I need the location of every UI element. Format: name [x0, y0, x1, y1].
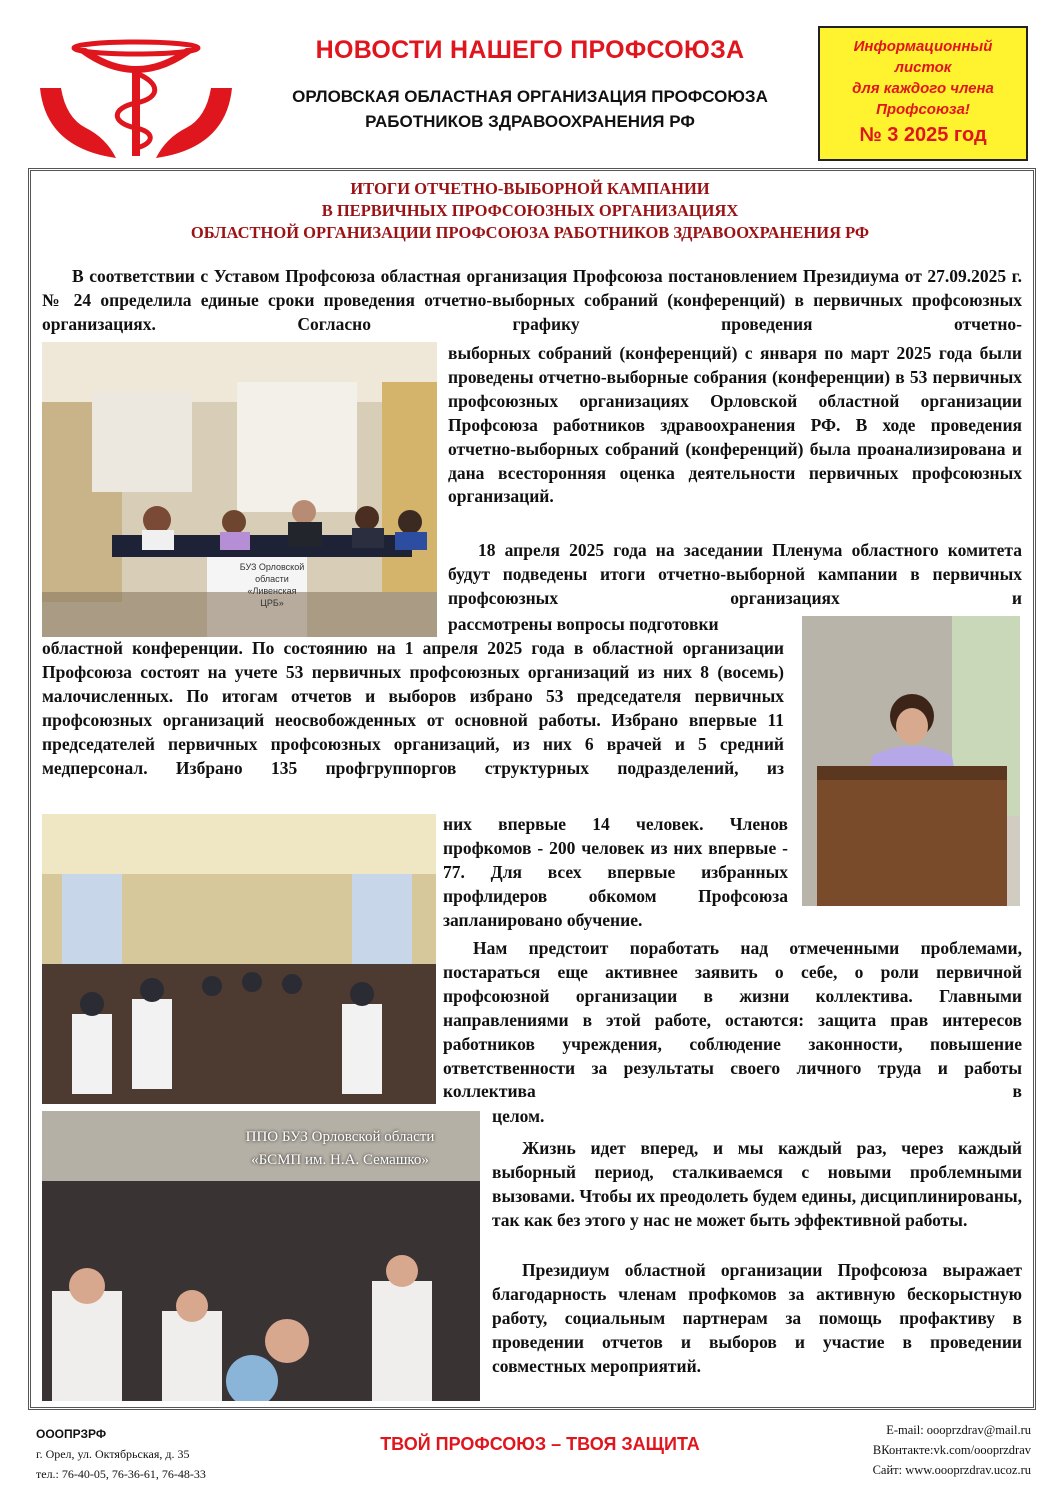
photo-presidium: [42, 342, 437, 637]
banner-text: области: [255, 574, 289, 584]
footer-email[interactable]: E-mail: oooprzdrav@mail.ru: [886, 1423, 1031, 1437]
photo-caption: [210, 1126, 470, 1172]
article-title: [30, 178, 1030, 244]
infobox-line: листок: [894, 59, 952, 76]
infobox-line: Информационный: [853, 38, 993, 55]
infobox-line: для каждого члена: [852, 80, 994, 97]
union-logo: [36, 28, 236, 168]
footer-org: ОООПРЗРФ: [36, 1427, 107, 1441]
org-line-1: ОРЛОВСКАЯ ОБЛАСТНАЯ ОРГАНИЗАЦИЯ ПРОФСОЮЗА: [292, 87, 768, 106]
caption-line: «БСМП им. Н.А. Семашко»: [251, 1152, 429, 1168]
banner-text: БУЗ Орловской: [239, 562, 305, 572]
banner-text: «Ливенская: [247, 586, 297, 596]
title-line: ОБЛАСТНОЙ ОРГАНИЗАЦИИ ПРОФСОЮЗА РАБОТНИКОВ ЗДРАВООХРАНЕНИЯ РФ: [190, 223, 870, 242]
paragraph-3: Нам предстоит поработать над отмеченными проблемами, постараться еще активнее заявить о себе, о роли первичной профсоюзной организации в жизни коллектива. Главными направлениями в этой работе, остаются: защита прав интересов работников учреждения, соблюдение законности, повышение ответственности за результаты своего личного труда и работы коллектива в: [443, 938, 1022, 1102]
banner-text: ЦРБ»: [260, 598, 284, 608]
footer-online: [873, 1420, 1031, 1480]
paragraph-2-body: областной конференции. По состоянию на 1 апреля 2025 года в областной организации Профсоюза состоят на учете 53 первичных профсоюзных организаций из них 8 (восемь) малочисленных. По итогам отчетов и выборов избрано 53 председателя первичных профсоюзных организаций неосвобожденных от основной работы. Избрано впервые 11 председателей первичных профсоюзных организаций, из них 6 врачей и 5 средний медперсонал. Избрано 135 профгруппоргов структурных подразделений, из: [42, 638, 784, 778]
title-line: В ПЕРВИЧНЫХ ПРОФСОЮЗНЫХ ОРГАНИЗАЦИЯХ: [321, 201, 739, 220]
footer-contacts: [36, 1424, 206, 1484]
title-line: ИТОГИ ОТЧЕТНО-ВЫБОРНОЙ КАМПАНИИ: [350, 179, 710, 198]
paragraph-1-wrap: выборных собраний (конференций) с января по март 2025 года были проведены отчетно-выборные собрания (конференции) в 53 первичных профсоюзных организациях Орловской областной организации Профсоюза работников здравоохранения РФ. В ходе проведения отчетно-выборных собраний (конференций) была проанализирована и дана всесторонняя оценка деятельности первичных профсоюзных организаций.: [448, 343, 1022, 507]
org-line-2: РАБОТНИКОВ ЗДРАВООХРАНЕНИЯ РФ: [365, 112, 695, 131]
paragraph-3-end: целом.: [492, 1106, 545, 1126]
paragraph-2-line: рассмотрены вопросы подготовки: [448, 614, 719, 634]
footer-slogan: ТВОЙ ПРОФСОЮЗ – ТВОЯ ЗАЩИТА: [380, 1434, 700, 1454]
paragraph-2-start: 18 апреля 2025 года на заседании Пленума областного комитета будут подведены итоги отчетно-выборной кампании в первичных профсоюзных организациях и: [448, 540, 1022, 608]
footer-site-link[interactable]: Сайт: www.oooprzdrav.ucoz.ru: [872, 1463, 1031, 1477]
paragraph-5: Президиум областной организации Профсоюза выражает благодарность членам профкомов за активную бескорыстную работу, социальным партнерам за помощь профактиву в проведении отчетов и выборов и участие в проведении совместных мероприятий.: [492, 1260, 1022, 1376]
footer-phones: тел.: 76-40-05, 76-36-61, 76-48-33: [36, 1467, 206, 1481]
newsletter-title: НОВОСТИ НАШЕГО ПРОФСОЮЗА: [315, 36, 745, 64]
footer-address: г. Орел, ул. Октябрьская, д. 35: [36, 1447, 190, 1461]
photo-speaker: [802, 616, 1020, 906]
footer-vk-link[interactable]: ВКонтакте:vk.com/oooprzdrav: [872, 1443, 1031, 1457]
organization-name: [250, 84, 810, 134]
caption-line: ППО БУЗ Орловской области: [245, 1129, 435, 1145]
issue-number: № 3 2025 год: [859, 124, 987, 146]
info-sheet-box: [818, 26, 1028, 161]
paragraph-1-intro: В соответствии с Уставом Профсоюза областная организация Профсоюза постановлением Президиума от 27.09.2025 г. № 24 определила единые сроки проведения отчетно-выборных собраний (конференций) в первичных профсоюзных организациях. Согласно графику проведения отчетно-: [42, 266, 1022, 334]
paragraph-2-end: них впервые 14 человек. Членов профкомов - 200 человек из них впервые - 77. Для всех впервые избранных профлидеров обкомом Профсоюза запланировано обучение.: [443, 814, 788, 930]
infobox-line: Профсоюза!: [876, 101, 970, 118]
paragraph-4: Жизнь идет вперед, и мы каждый раз, через каждый выборный период, сталкиваемся с новыми проблемными вызовами. Чтобы их преодолеть будем едины, дисциплинированы, так как без этого у нас не может быть эффективной работы.: [492, 1138, 1022, 1230]
photo-audience-hall: [42, 814, 436, 1104]
